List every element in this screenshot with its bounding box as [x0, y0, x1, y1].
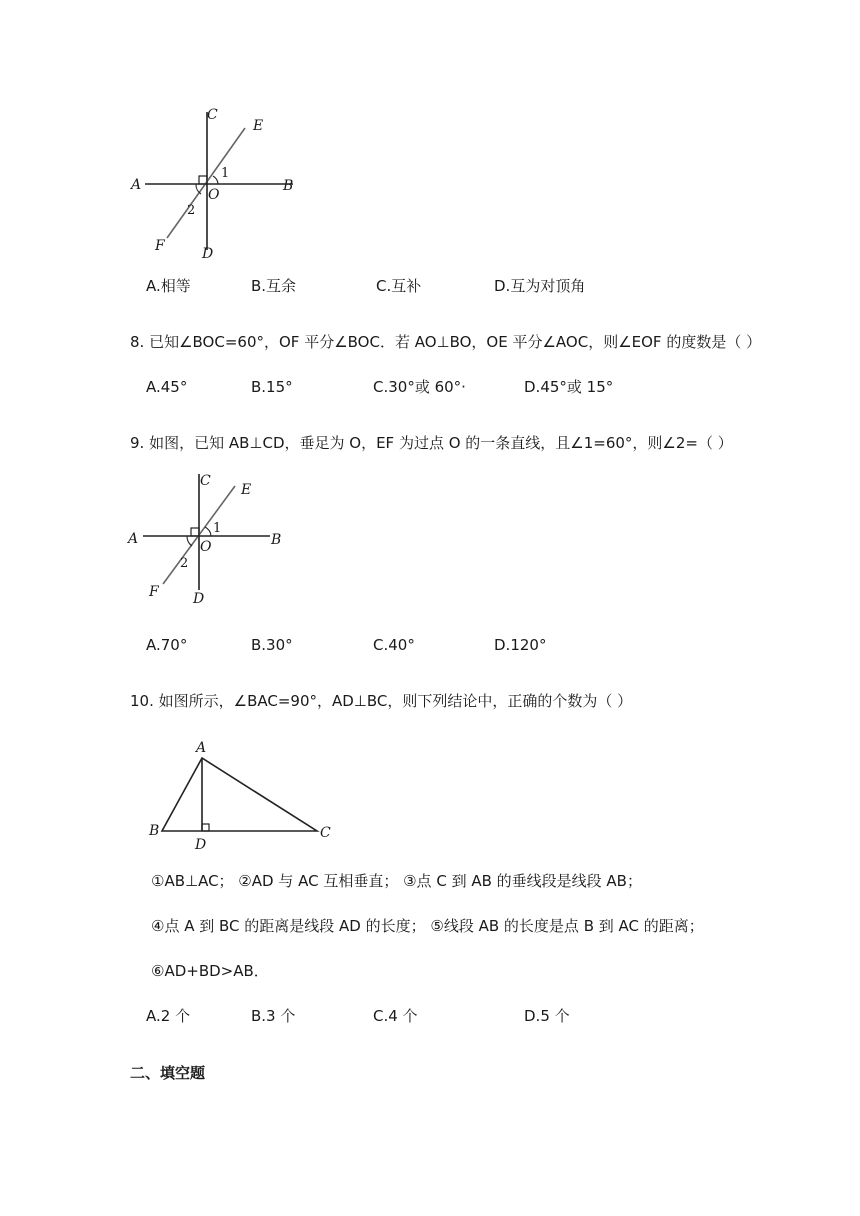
label-E: E: [241, 482, 252, 498]
label-D: D: [195, 837, 207, 853]
q8-option-c: C.30°或 60°·: [373, 378, 466, 396]
q7-option-c: C.互补: [376, 277, 422, 295]
q10-stem: 10. 如图所示，∠BAC=90°，AD⊥BC，则下列结论中，正确的个数为（ ）: [130, 692, 633, 710]
q10-statements-line-3: ⑥AD+BD>AB．: [151, 962, 269, 980]
q8-option-d: D.45°或 15°: [524, 378, 614, 396]
label-C: C: [320, 825, 331, 841]
q7-option-d: D.互为对顶角: [494, 277, 586, 295]
q8-stem: 8. 已知∠BOC=60°，OF 平分∠BOC．若 AO⊥BO，OE 平分∠AOC，则∠EOF 的度数是（ ）: [130, 333, 762, 351]
label-B: B: [149, 823, 160, 839]
figure-perpendicular-lines-1: [125, 100, 305, 265]
q10-statements-line-2: ④点 A 到 BC 的距离是线段 AD 的长度； ⑤线段 AB 的长度是点 B 到 AC 的距离；: [151, 917, 704, 935]
label-angle-2: 2: [187, 203, 196, 218]
label-E: E: [253, 118, 264, 134]
section-heading-fill-in-blank: 二、填空题: [130, 1064, 206, 1082]
label-B: B: [283, 178, 294, 194]
q10-option-a: A.2 个: [146, 1007, 191, 1025]
label-O: O: [208, 187, 220, 203]
label-F: F: [155, 238, 165, 254]
q8-option-b: B.15°: [251, 378, 293, 396]
figure-perpendicular-lines-2: [125, 466, 295, 611]
q9-stem: 9. 如图，已知 AB⊥CD，垂足为 O，EF 为过点 O 的一条直线，且∠1=60°，则∠2=（ ）: [130, 434, 733, 452]
q10-option-b: B.3 个: [251, 1007, 296, 1025]
q8-option-a: A.45°: [146, 378, 188, 396]
label-C: C: [200, 473, 211, 489]
label-angle-1: 1: [213, 521, 222, 536]
label-A: A: [128, 531, 139, 547]
q7-option-b: B.互余: [251, 277, 297, 295]
label-angle-1: 1: [221, 166, 230, 181]
label-D: D: [193, 591, 205, 607]
q10-option-c: C.4 个: [373, 1007, 418, 1025]
label-A: A: [131, 177, 142, 193]
q9-option-d: D.120°: [494, 636, 547, 654]
q10-option-d: D.5 个: [524, 1007, 570, 1025]
label-F: F: [149, 584, 159, 600]
label-angle-2: 2: [180, 556, 189, 571]
label-D: D: [202, 246, 214, 262]
label-A: A: [196, 740, 207, 756]
figure-right-triangle: [140, 738, 340, 853]
q9-option-a: A.70°: [146, 636, 188, 654]
q7-option-a: A.相等: [146, 277, 191, 295]
label-O: O: [200, 539, 212, 555]
label-C: C: [207, 107, 218, 123]
q10-statements-line-1: ①AB⊥AC； ②AD 与 AC 互相垂直； ③点 C 到 AB 的垂线段是线段 AB；: [151, 872, 642, 890]
label-B: B: [271, 532, 282, 548]
q9-option-c: C.40°: [373, 636, 415, 654]
q9-option-b: B.30°: [251, 636, 293, 654]
